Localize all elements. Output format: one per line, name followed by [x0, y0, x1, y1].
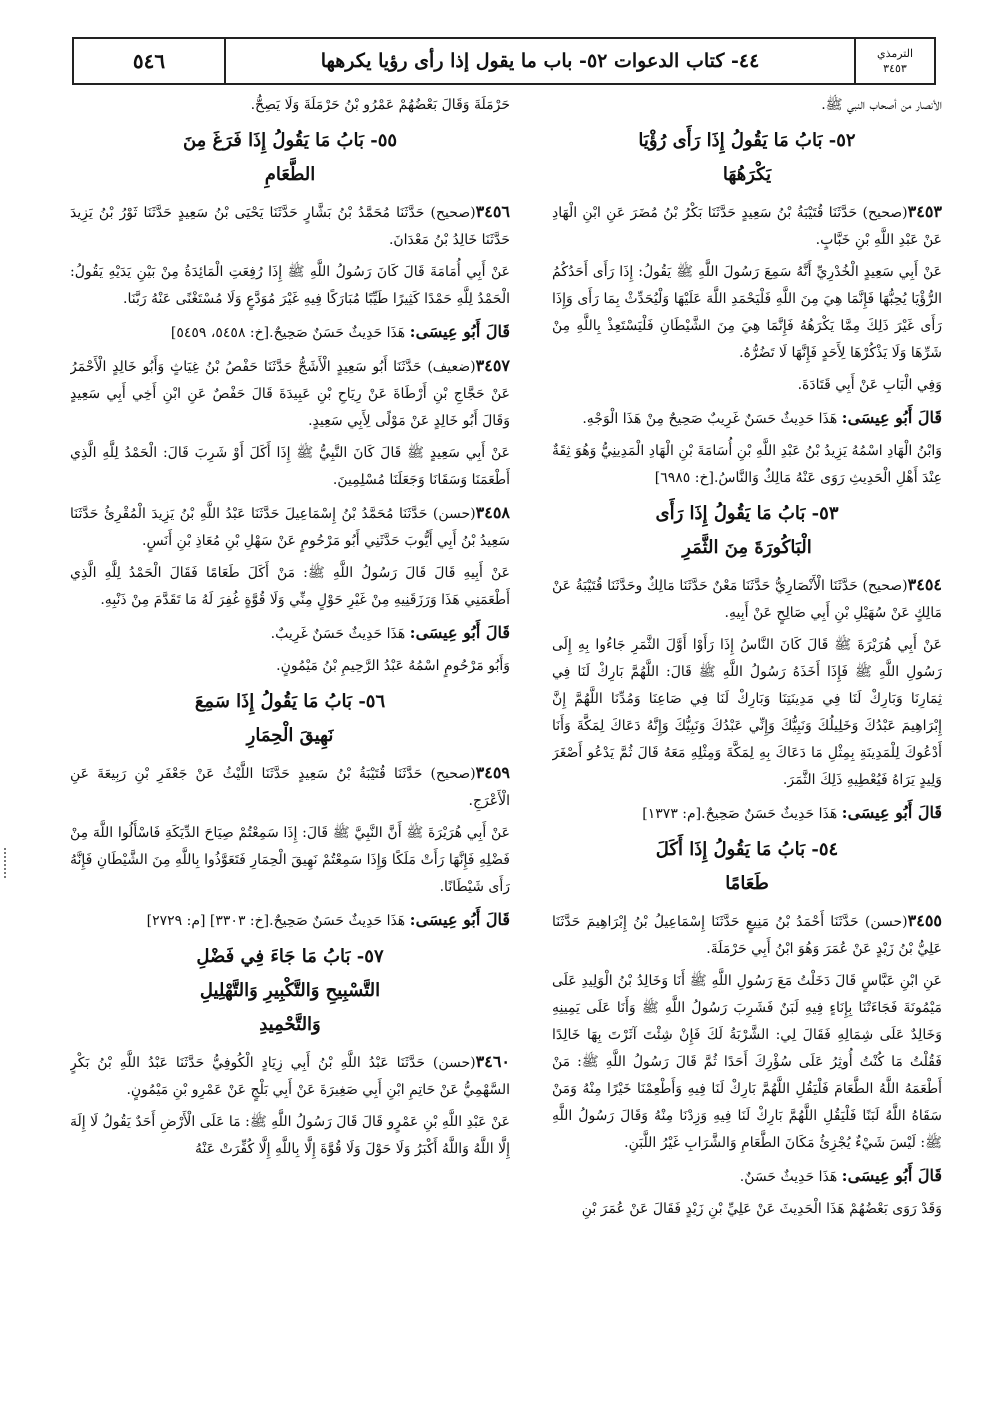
scan-margin-marks — [4, 848, 12, 878]
hadith-number: ٣٤٥٦ — [475, 202, 510, 221]
reference-book: الترمذي — [876, 47, 914, 60]
page-number: ٥٤٦ — [74, 39, 226, 83]
hadith-chain: ٣٤٥٨(حسن) حَدَّثَنَا مُحَمَّدُ بْنُ إِسْمَاعِيلَ حَدَّثَنَا عَبْدُ اللَّهِ بْنُ يَزِيدَ الْمُقْرِئُ حَدَّثَنَا سَعِيدُ بْنُ أَبِي أَيُّوبَ حَدَّثَنِي أَبُو مَرْحُومٍ عَنْ سَهْلِ بْنِ مُعَاذِ بْنِ أَنَسٍ. — [70, 503, 510, 549]
hadith-text: عَنْ أَبِيهِ قَالَ قَالَ رَسُولُ اللَّهِ ﷺ: مَنْ أَكَلَ طَعَامًا فَقَالَ الْحَمْدُ لِلَّهِ الَّذِي أَطْعَمَنِي هَذَا وَرَزَقَنِيهِ مِنْ غَيْرِ حَوْلٍ مِنِّي وَلَا قُوَّةٍ غُفِرَ لَهُ مَا تَقَدَّمَ مِنْ ذَنْبِهِ. — [70, 565, 510, 608]
hadith-number: ٣٤٥٤ — [907, 575, 942, 594]
abu-isa-comment: قَالَ أَبُو عِيسَى: هَذَا حَدِيثٌ حَسَنٌ صَحِيحٌ.[خ: ٣٣٠٣] [م: ٢٧٢٩] — [146, 910, 510, 929]
hadith-chain: ٣٤٥٧(ضعيف) حَدَّثَنَا أَبُو سَعِيدٍ الْأَشَجُّ حَدَّثَنَا حَفْصُ بْنُ غِيَاثٍ وَأَبُو خَالِدٍ الْأَحْمَرُ عَنْ حَجَّاجِ بْنِ أَرْطَاةَ عَنْ رِيَاحِ بْنِ عَبِيدَةَ قَالَ حَفْصٌ عَنِ ابْنِ أَخِي أَبِي سَعِيدٍ وَقَالَ أَبُو خَالِدٍ عَنْ مَوْلًى لِأَبِي سَعِيدٍ. — [70, 356, 510, 429]
abu-isa-comment: قَالَ أَبُو عِيسَى: هَذَا حَدِيثٌ حَسَنٌ صَحِيحٌ.[م: ١٣٧٣] — [642, 803, 942, 822]
hadith-chain: ٣٤٥٣(صحيح) حَدَّثَنَا قُتَيْبَةُ بْنُ سَعِيدٍ حَدَّثَنَا بَكْرُ بْنُ مُضَرَ عَنِ ابْنِ الْهَادِ عَنْ عَبْدِ اللَّهِ بْنِ خَبَّابٍ. — [552, 202, 942, 248]
hadith-text: عَنْ أَبِي سَعِيدٍ ﷺ قَالَ كَانَ النَّبِيُّ ﷺ إِذَا أَكَلَ أَوْ شَرِبَ قَالَ: الْحَمْدُ لِلَّهِ الَّذِي أَطْعَمَنَا وَسَقَانَا وَجَعَلَنَا مُسْلِمِينَ. — [70, 445, 510, 488]
chapter-heading: ٥٥- بَابُ مَا يَقُولُ إِذَا فَرَغَ مِنَ الطَّعَامِ — [182, 130, 398, 185]
paragraph: وَأَبُو مَرْحُومٍ اسْمُهُ عَبْدُ الرَّحِيمِ بْنُ مَيْمُونٍ. — [276, 658, 510, 674]
hadith-text: عَنْ أَبِي سَعِيدٍ الْخُدْرِيِّ أَنَّهُ سَمِعَ رَسُولَ اللَّهِ ﷺ يَقُولُ: إِذَا رَأَى أَحَدُكُمُ الرُّؤْيَا يُحِبُّهَا فَإِنَّمَا هِيَ مِنَ اللَّهِ فَلْيَحْمَدِ اللَّهَ عَلَيْهَا وَلْيُحَدِّثْ بِمَا رَأَى وَإِذَا رَأَى غَيْرَ ذَلِكَ مِمَّا يَكْرَهُهُ فَإِنَّمَا هِيَ مِنَ الشَّيْطَانِ فَلْيَسْتَعِذْ بِاللَّهِ مِنْ شَرِّهَا وَلَا يَذْكُرْهَا لِأَحَدٍ فَإِنَّهَا لَا تَضُرُّهُ. — [552, 264, 942, 361]
left-column — [70, 92, 510, 1382]
right-column — [552, 92, 942, 1382]
hadith-chain: ٣٤٦٠(حسن) حَدَّثَنَا عَبْدُ اللَّهِ بْنُ أَبِي زِيَادٍ الْكُوفِيُّ حَدَّثَنَا عَبْدُ اللَّهِ بْنُ بَكْرٍ السَّهْمِيُّ عَنْ حَاتِمِ ابْنِ أَبِي صَغِيرَةَ عَنْ أَبِي بَلْجٍ عَنْ عَمْرِو بْنِ مَيْمُونٍ. — [70, 1052, 510, 1098]
abu-isa-comment: قَالَ أَبُو عِيسَى: هَذَا حَدِيثٌ حَسَنٌ غَرِيبٌ صَحِيحٌ مِنْ هَذَا الْوَجْهِ. — [582, 408, 942, 427]
chapter-heading: ٥٣- بَابُ مَا يَقُولُ إِذَا رَأَى الْبَاكُورَةَ مِنَ الثَّمَرِ — [655, 503, 839, 558]
hadith-chain: ٣٤٥٤(صحيح) حَدَّثَنَا الْأَنْصَارِيُّ حَدَّثَنَا مَعْنٌ حَدَّثَنَا مَالِكٌ وحَدَّثَنَا قُتَيْبَةُ عَنْ مَالِكٍ عَنْ سُهَيْلِ بْنِ أَبِي صَالِحٍ عَنْ أَبِيهِ. — [552, 575, 942, 621]
hadith-number: ٣٤٥٣ — [907, 202, 942, 221]
chapter-heading: ٥٤- بَابُ مَا يَقُولُ إِذَا أَكَلَ طَعَامًا — [655, 839, 839, 894]
chapter-heading: ٥٧- بَابُ مَا جَاءَ فِي فَضْلِ التَّسْبِيحِ وَالتَّكْبِيرِ وَالتَّهْلِيلِ وَالتَّحْمِيدِ — [196, 946, 384, 1035]
page-header — [72, 37, 936, 85]
hadith-number: ٣٤٦٠ — [475, 1052, 510, 1071]
hadith-text: عَنْ عَبْدِ اللَّهِ بْنِ عَمْرٍو قَالَ قَالَ رَسُولُ اللَّهِ ﷺ: مَا عَلَى الْأَرْضِ أَحَدٌ يَقُولُ لَا إِلَهَ إِلَّا اللَّهُ وَاللَّهُ أَكْبَرُ وَلَا حَوْلَ وَلَا قُوَّةَ إِلَّا بِاللَّهِ إِلَّا كُفِّرَتْ عَنْهُ — [70, 1114, 510, 1157]
running-title: ٤٤- كتاب الدعوات ٥٢- باب ما يقول إذا رأى رؤيا يكرهها — [320, 50, 760, 72]
hadith-chain: ٣٤٥٦(صحيح) حَدَّثَنَا مُحَمَّدُ بْنُ بَشَّارٍ حَدَّثَنَا يَحْيَى بْنُ سَعِيدٍ حَدَّثَنَا ثَوْرُ بْنُ يَزِيدَ حَدَّثَنَا خَالِدُ بْنُ مَعْدَانَ. — [70, 202, 510, 248]
chapter-heading: ٥٢- بَابُ مَا يَقُولُ إِذَا رَأَى رُؤْيَا يَكْرَهُهَا — [638, 130, 856, 185]
paragraph: الأنصار من أصحاب النبي ﷺ. — [821, 97, 942, 113]
abu-isa-comment: قَالَ أَبُو عِيسَى: هَذَا حَدِيثٌ حَسَنٌ صَحِيحٌ.[خ: ٥٤٥٨، ٥٤٥٩] — [170, 322, 510, 341]
hadith-reference — [854, 39, 934, 83]
abu-isa-comment: قَالَ أَبُو عِيسَى: هَذَا حَدِيثٌ حَسَنٌ غَرِيبٌ. — [270, 623, 510, 642]
hadith-chain: ٣٤٥٥(حسن) حَدَّثَنَا أَحْمَدُ بْنُ مَنِيعٍ حَدَّثَنَا إِسْمَاعِيلُ بْنُ إِبْرَاهِيمَ حَدَّثَنَا عَلِيُّ بْنُ زَيْدٍ عَنْ عُمَرَ وَهُوَ ابْنُ أَبِي حَرْمَلَةَ. — [552, 911, 942, 957]
hadith-text: عَنِ ابْنِ عَبَّاسٍ قَالَ دَخَلْتُ مَعَ رَسُولِ اللَّهِ ﷺ أَنَا وَخَالِدُ بْنُ الْوَلِيدِ عَلَى مَيْمُونَةَ فَجَاءَتْنَا بِإِنَاءٍ فِيهِ لَبَنٌ فَشَرِبَ رَسُولُ اللَّهِ ﷺ وَأَنَا عَلَى يَمِينِهِ وَخَالِدٌ عَلَى شِمَالِهِ فَقَالَ لِي: الشَّرْبَةُ لَكَ فَإِنْ شِئْتَ آثَرْتَ بِهَا خَالِدًا فَقُلْتُ مَا كُنْتُ أُوثِرُ عَلَى سُؤْرِكَ أَحَدًا ثُمَّ قَالَ رَسُولُ اللَّهِ ﷺ: مَنْ أَطْعَمَهُ اللَّهُ الطَّعَامَ فَلْيَقُلِ اللَّهُمَّ بَارِكْ لَنَا فِيهِ وَأَطْعِمْنَا خَيْرًا مِنْهُ وَمَنْ سَقَاهُ اللَّهُ لَبَنًا فَلْيَقُلِ اللَّهُمَّ بَارِكْ لَنَا فِيهِ وَزِدْنَا مِنْهُ وَقَالَ رَسُولُ اللَّهِ ﷺ: لَيْسَ شَيْءٌ يُجْزِئُ مَكَانَ الطَّعَامِ وَالشَّرَابِ غَيْرُ اللَّبَنِ. — [552, 973, 942, 1151]
chapter-heading: ٥٦- بَابُ مَا يَقُولُ إِذَا سَمِعَ نَهِيقَ الْحِمَارِ — [194, 691, 386, 746]
hadith-number: ٣٤٥٧ — [475, 356, 510, 375]
hadith-text: عَنْ أَبِي هُرَيْرَةَ ﷺ قَالَ كَانَ النَّاسُ إِذَا رَأَوْا أَوَّلَ الثَّمَرِ جَاءُوا بِهِ إِلَى رَسُولِ اللَّهِ ﷺ فَإِذَا أَخَذَهُ رَسُولُ اللَّهِ ﷺ قَالَ: اللَّهُمَّ بَارِكْ لَنَا فِي ثِمَارِنَا وَبَارِكْ لَنَا فِي مَدِينَتِنَا وَبَارِكْ لَنَا فِي صَاعِنَا وَمُدِّنَا اللَّهُمَّ إِنَّ إِبْرَاهِيمَ عَبْدُكَ وَخَلِيلُكَ وَنَبِيُّكَ وَإِنِّي عَبْدُكَ وَنَبِيُّكَ وَإِنَّهُ دَعَاكَ لِمَكَّةَ وَأَنَا أَدْعُوكَ لِلْمَدِينَةِ بِمِثْلِ مَا دَعَاكَ بِهِ لِمَكَّةَ وَمِثْلِهِ مَعَهُ قَالَ ثُمَّ يَدْعُو أَصْغَرَ وَلِيدٍ يَرَاهُ فَيُعْطِيهِ ذَلِكَ الثَّمَرَ. — [552, 637, 942, 788]
reference-number: ٣٤٥٣ — [883, 62, 907, 75]
chapter-note: وَفِي الْبَابِ عَنْ أَبِي قَتَادَةَ. — [797, 377, 942, 393]
hadith-number: ٣٤٥٥ — [907, 911, 942, 930]
abu-isa-comment: قَالَ أَبُو عِيسَى: هَذَا حَدِيثٌ حَسَنٌ. — [739, 1166, 942, 1185]
hadith-text: عَنْ أَبِي أُمَامَةَ قَالَ كَانَ رَسُولُ اللَّهِ ﷺ إِذَا رُفِعَتِ الْمَائِدَةُ مِنْ بَيْنِ يَدَيْهِ يَقُولُ: الْحَمْدُ لِلَّهِ حَمْدًا كَثِيرًا طَيِّبًا مُبَارَكًا فِيهِ غَيْرَ مُوَدَّعٍ وَلَا مُسْتَغْنًى عَنْهُ رَبَّنَا. — [70, 264, 510, 307]
hadith-chain: ٣٤٥٩(صحيح) حَدَّثَنَا قُتَيْبَةُ بْنُ سَعِيدٍ حَدَّثَنَا اللَّيْثُ عَنْ جَعْفَرِ بْنِ رَبِيعَةَ عَنِ الْأَعْرَجِ. — [70, 763, 510, 809]
paragraph: وَابْنُ الْهَادِ اسْمُهُ يَزِيدُ بْنُ عَبْدِ اللَّهِ بْنِ أُسَامَةَ بْنِ الْهَادِ الْمَدِينِيُّ وَهُوَ ثِقَةٌ عِنْدَ أَهْلِ الْحَدِيثِ رَوَى عَنْهُ مَالِكٌ وَالنَّاسُ.[خ: ٦٩٨٥] — [552, 443, 942, 486]
paragraph: حَرْمَلَةَ وَقَالَ بَعْضُهُمْ عَمْرُو بْنُ حَرْمَلَةَ وَلَا يَصِحُّ. — [250, 97, 510, 113]
hadith-number: ٣٤٥٨ — [475, 503, 510, 522]
hadith-number: ٣٤٥٩ — [475, 763, 510, 782]
paragraph: وَقَدْ رَوَى بَعْضُهُمْ هَذَا الْحَدِيثَ عَنْ عَلِيِّ بْنِ زَيْدٍ فَقَالَ عَنْ عُمَرَ بْنِ — [581, 1201, 942, 1217]
hadith-text: عَنْ أَبِي هُرَيْرَةَ ﷺ أَنَّ النَّبِيَّ ﷺ قَالَ: إِذَا سَمِعْتُمْ صِيَاحَ الدِّيَكَةِ فَاسْأَلُوا اللَّهَ مِنْ فَضْلِهِ فَإِنَّهَا رَأَتْ مَلَكًا وَإِذَا سَمِعْتُمْ نَهِيقَ الْحِمَارِ فَتَعَوَّذُوا بِاللَّهِ مِنَ الشَّيْطَانِ فَإِنَّهُ رَأَى شَيْطَانًا. — [70, 825, 510, 895]
